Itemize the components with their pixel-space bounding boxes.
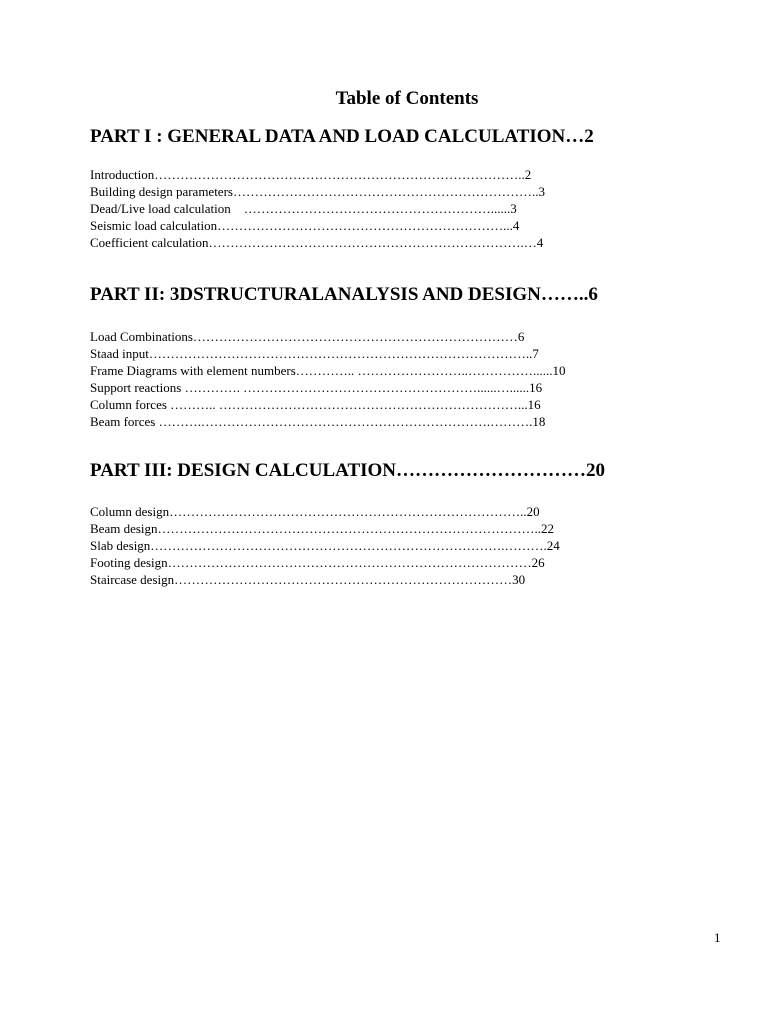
- toc-entry-staad-input[interactable]: [90, 345, 660, 362]
- page-number: 1: [714, 930, 721, 945]
- toc-entry-staircase-design[interactable]: [90, 571, 660, 588]
- toc-entry-footing-design[interactable]: [90, 554, 660, 571]
- part-2-entries: [90, 328, 660, 430]
- toc-entry-text: Load Combinations…………………………………………………………………6: [90, 329, 525, 344]
- toc-entry-text: Dead/Live load calculation …………………………………………………......3: [90, 201, 517, 216]
- toc-entry-support-reactions[interactable]: [90, 379, 660, 396]
- toc-entry-beam-forces[interactable]: [90, 413, 660, 430]
- toc-entry-text: Seismic load calculation…………………………………………………………...4: [90, 218, 520, 233]
- part-1-entries: [90, 166, 660, 251]
- toc-entry-coefficient-calculation[interactable]: [90, 234, 660, 251]
- part-1-heading: PART I : GENERAL DATA AND LOAD CALCULATION…2: [90, 126, 594, 147]
- toc-entry-text: Building design parameters……………………………………………………………..3: [90, 184, 545, 199]
- toc-entry-building-design-parameters[interactable]: [90, 183, 660, 200]
- toc-entry-seismic-load[interactable]: [90, 217, 660, 234]
- toc-entry-text: Footing design…………………………………………………………………………26: [90, 555, 545, 570]
- part-3-heading: PART III: DESIGN CALCULATION…………………………20: [90, 460, 606, 481]
- toc-entry-text: Staad input……………………………………………………………………………..7: [90, 346, 539, 361]
- toc-entry-text: Slab design……………………………………………………………………….……….24: [90, 538, 560, 553]
- toc-entry-text: Beam design……………………………………………………………………………..22: [90, 521, 555, 536]
- toc-entry-frame-diagrams[interactable]: [90, 362, 660, 379]
- toc-entry-column-forces[interactable]: [90, 396, 660, 413]
- part-3-entries: [90, 503, 660, 588]
- page-title: Table of Contents: [335, 88, 479, 109]
- toc-entry-text: Column forces ……….. ……………………………………………………………...16: [90, 397, 541, 412]
- toc-entry-text: Introduction…………………………………………………………………………..2: [90, 167, 532, 182]
- toc-entry-text: Column design………………………………………………………………………..20: [90, 504, 540, 519]
- toc-entry-text: Staircase design……………………………………………………………………30: [90, 572, 526, 587]
- toc-entry-beam-design[interactable]: [90, 520, 660, 537]
- toc-entry-text: Beam forces ……….………………………………………………………….……….18: [90, 414, 546, 429]
- toc-entry-text: Support reactions …………. ………………………………………………......…......16: [90, 380, 543, 395]
- toc-entry-text: Frame Diagrams with element numbers………….. ……………………..……………......10: [90, 363, 566, 378]
- toc-entry-slab-design[interactable]: [90, 537, 660, 554]
- toc-entry-load-combinations[interactable]: [90, 328, 660, 345]
- toc-entry-text: Coefficient calculation……………………………………………………………….…4: [90, 235, 544, 250]
- toc-entry-column-design[interactable]: [90, 503, 660, 520]
- toc-entry-dead-live-load[interactable]: [90, 200, 660, 217]
- toc-entry-introduction[interactable]: [90, 166, 660, 183]
- part-2-heading: PART II: 3DSTRUCTURALANALYSIS AND DESIGN……..6: [90, 284, 598, 305]
